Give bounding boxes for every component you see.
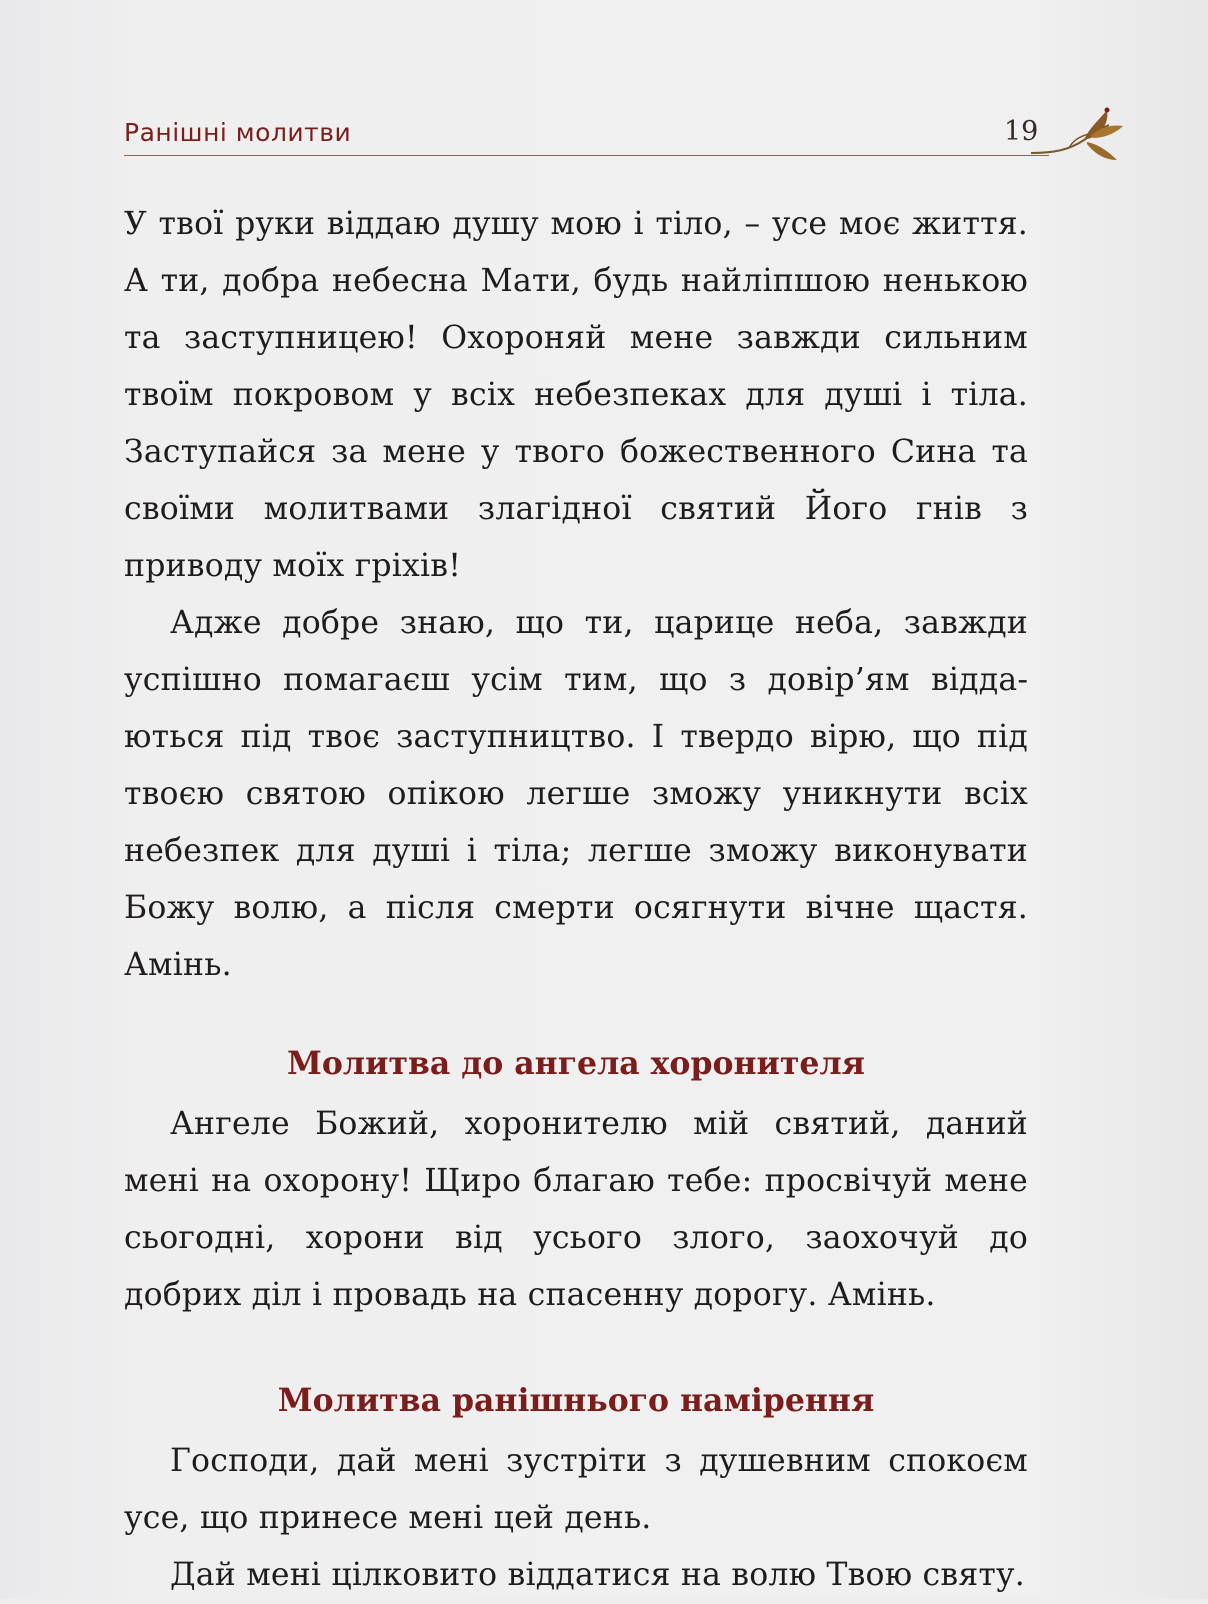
- page-body: [124, 196, 1028, 1604]
- paragraph: Адже добре знаю, що ти, царице неба, завжди успішно помагаєш усім тим, що з довір’ям віддаються під твоє заступництво. І твердо вірю, що під твоєю святою опікою легше зможу уникнути всіх небезпек для душі і тіла; легше зможу виконувати Божу волю, а після смерти осягнути вічне щастя. Амінь.: [124, 605, 1028, 983]
- page-number: 19: [1004, 116, 1039, 147]
- paragraph: Ангеле Божий, хоронителю мій святий, даний мені на охорону! Щиро благаю тебе: просвічуй мене сьогодні, хорони від усього злого, заохочуй до добрих діл і провадь на спасенну дорогу. Амінь.: [124, 1106, 1028, 1313]
- paragraph: У твої руки віддаю душу мою і тіло, – усе моє життя. А ти, добра небесна Мати, будь найліпшою ненькою та заступницею! Охороняй мене завжди сильним твоїм покровом у всіх небезпеках для душі і тіла. Заступайся за мене у твого божественного Сина та своїми молитвами злагідної святий Його гнів з приводу моїх гріхів!: [124, 206, 1028, 584]
- page-header: [124, 118, 1124, 166]
- paragraph: Господи, дай мені зустріти з душевним спокоєм усе, що принесе мені цей день.: [124, 1443, 1028, 1536]
- floral-ornament-icon: [1029, 98, 1129, 168]
- header-rule: [124, 155, 1049, 156]
- section-title: Молитва до ангела хоронителя: [287, 1045, 865, 1082]
- section-title: Молитва ранішнього намірення: [277, 1382, 875, 1419]
- running-head: Ранішні молитви: [124, 118, 352, 147]
- paragraph: Дай мені цілковито віддатися на волю Твою святу.: [170, 1557, 1025, 1593]
